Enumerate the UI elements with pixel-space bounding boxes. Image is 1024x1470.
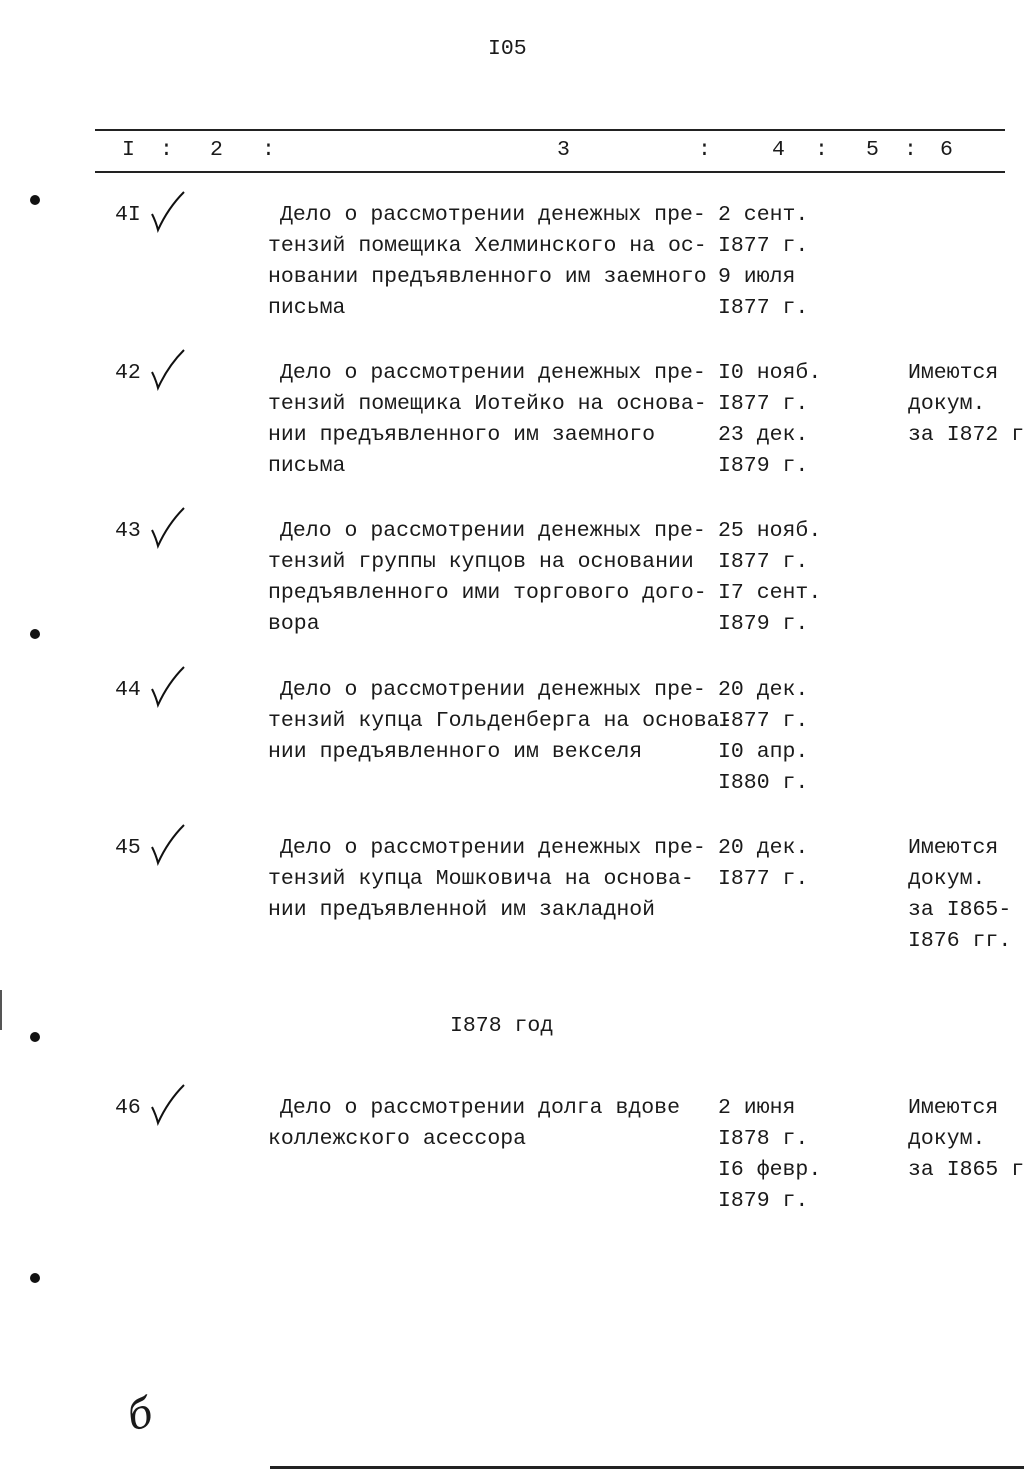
note-line: докум. <box>908 1127 986 1151</box>
binder-hole <box>30 629 40 639</box>
entry-description <box>268 1093 680 1155</box>
description-line: Дело о рассмотрении денежных пре- <box>280 361 706 385</box>
description-line: коллежского асессора <box>268 1127 527 1151</box>
entry-description <box>268 833 706 926</box>
description-line: нии предъявленного им заемного <box>268 423 656 447</box>
description-line: письма <box>268 296 346 320</box>
entry-dates <box>718 675 808 799</box>
entry-description <box>268 200 707 324</box>
col-5: 5 <box>866 138 879 162</box>
col-1: I <box>122 138 135 162</box>
description-line: тензий купца Мошковича на основа- <box>268 867 694 891</box>
entry-dates <box>718 200 808 324</box>
date-line: I880 г. <box>718 771 809 795</box>
description-line: нии предъявленного им векселя <box>268 740 643 764</box>
entry-number: 4I <box>115 203 141 227</box>
header-top-rule <box>95 129 1005 131</box>
entry-note <box>908 358 1024 451</box>
binder-hole <box>30 1273 40 1283</box>
checkmark-icon <box>148 1081 188 1126</box>
entry-description <box>268 358 707 482</box>
sep: : <box>904 138 917 162</box>
entry-description <box>268 675 732 768</box>
date-line: 25 нояб. <box>718 519 822 543</box>
date-line: I879 г. <box>718 1189 809 1213</box>
description-line: тензий помещика Иотейко на основа- <box>268 392 707 416</box>
description-line: тензий группы купцов на основании <box>268 550 694 574</box>
entry-number: 46 <box>115 1096 141 1120</box>
note-line: Имеются <box>908 1096 999 1120</box>
description-line: тензий купца Гольденберга на основа- <box>268 709 733 733</box>
note-line: Имеются <box>908 836 999 860</box>
note-line: за I872 г <box>908 423 1024 447</box>
date-line: I0 нояб. <box>718 361 822 385</box>
date-line: I877 г. <box>718 709 809 733</box>
entry-dates <box>718 358 821 482</box>
date-line: 2 сент. <box>718 203 809 227</box>
date-line: I877 г. <box>718 234 809 258</box>
checkmark-icon <box>148 504 188 549</box>
date-line: I877 г. <box>718 296 809 320</box>
checkmark-icon <box>148 346 188 391</box>
description-line: Дело о рассмотрении денежных пре- <box>280 203 706 227</box>
note-line: за I865- <box>908 898 1012 922</box>
header-bottom-rule <box>95 171 1005 173</box>
date-line: I0 апр. <box>718 740 809 764</box>
date-line: I877 г. <box>718 392 809 416</box>
note-line: Имеются <box>908 361 999 385</box>
date-line: I879 г. <box>718 454 809 478</box>
description-line: Дело о рассмотрении денежных пре- <box>280 519 706 543</box>
description-line: Дело о рассмотрении долга вдове <box>280 1096 680 1120</box>
date-line: I7 сент. <box>718 581 822 605</box>
binder-hole <box>30 195 40 205</box>
date-line: 2 июня <box>718 1096 796 1120</box>
bottom-rule <box>270 1466 1024 1469</box>
date-line: I877 г. <box>718 550 809 574</box>
handwritten-mark: б <box>122 1389 158 1441</box>
description-line: вора <box>268 612 320 636</box>
page-number: I05 <box>488 37 527 61</box>
note-line: за I865 г <box>908 1158 1024 1182</box>
description-line: Дело о рассмотрении денежных пре- <box>280 678 706 702</box>
description-line: тензий помещика Хелминского на ос- <box>268 234 707 258</box>
checkmark-icon <box>148 663 188 708</box>
col-4: 4 <box>772 138 785 162</box>
entry-number: 45 <box>115 836 141 860</box>
entry-note <box>908 833 1011 957</box>
date-line: I878 г. <box>718 1127 809 1151</box>
sep: : <box>160 138 173 162</box>
entry-dates <box>718 516 821 640</box>
description-line: письма <box>268 454 346 478</box>
date-line: I879 г. <box>718 612 809 636</box>
sep: : <box>815 138 828 162</box>
entry-description <box>268 516 707 640</box>
date-line: 20 дек. <box>718 836 809 860</box>
note-line: I876 гг. <box>908 929 1012 953</box>
description-line: нии предъявленной им закладной <box>268 898 656 922</box>
entry-dates <box>718 833 808 895</box>
date-line: 23 дек. <box>718 423 809 447</box>
description-line: предъявленного ими торгового дого- <box>268 581 707 605</box>
date-line: 9 июля <box>718 265 796 289</box>
sep: : <box>698 138 711 162</box>
entry-number: 44 <box>115 678 141 702</box>
left-edge-line <box>0 990 2 1030</box>
note-line: докум. <box>908 392 986 416</box>
description-line: новании предъявленного им заемного <box>268 265 707 289</box>
note-line: докум. <box>908 867 986 891</box>
entry-dates <box>718 1093 821 1217</box>
sep: : <box>262 138 275 162</box>
col-6: 6 <box>940 138 953 162</box>
col-3: 3 <box>557 138 570 162</box>
date-line: I6 февр. <box>718 1158 822 1182</box>
entry-number: 42 <box>115 361 141 385</box>
entry-note <box>908 1093 1024 1186</box>
description-line: Дело о рассмотрении денежных пре- <box>280 836 706 860</box>
date-line: 20 дек. <box>718 678 809 702</box>
date-line: I877 г. <box>718 867 809 891</box>
year-heading: I878 год <box>450 1014 554 1038</box>
checkmark-icon <box>148 188 188 233</box>
col-2: 2 <box>210 138 223 162</box>
checkmark-icon <box>148 821 188 866</box>
entry-number: 43 <box>115 519 141 543</box>
binder-hole <box>30 1032 40 1042</box>
